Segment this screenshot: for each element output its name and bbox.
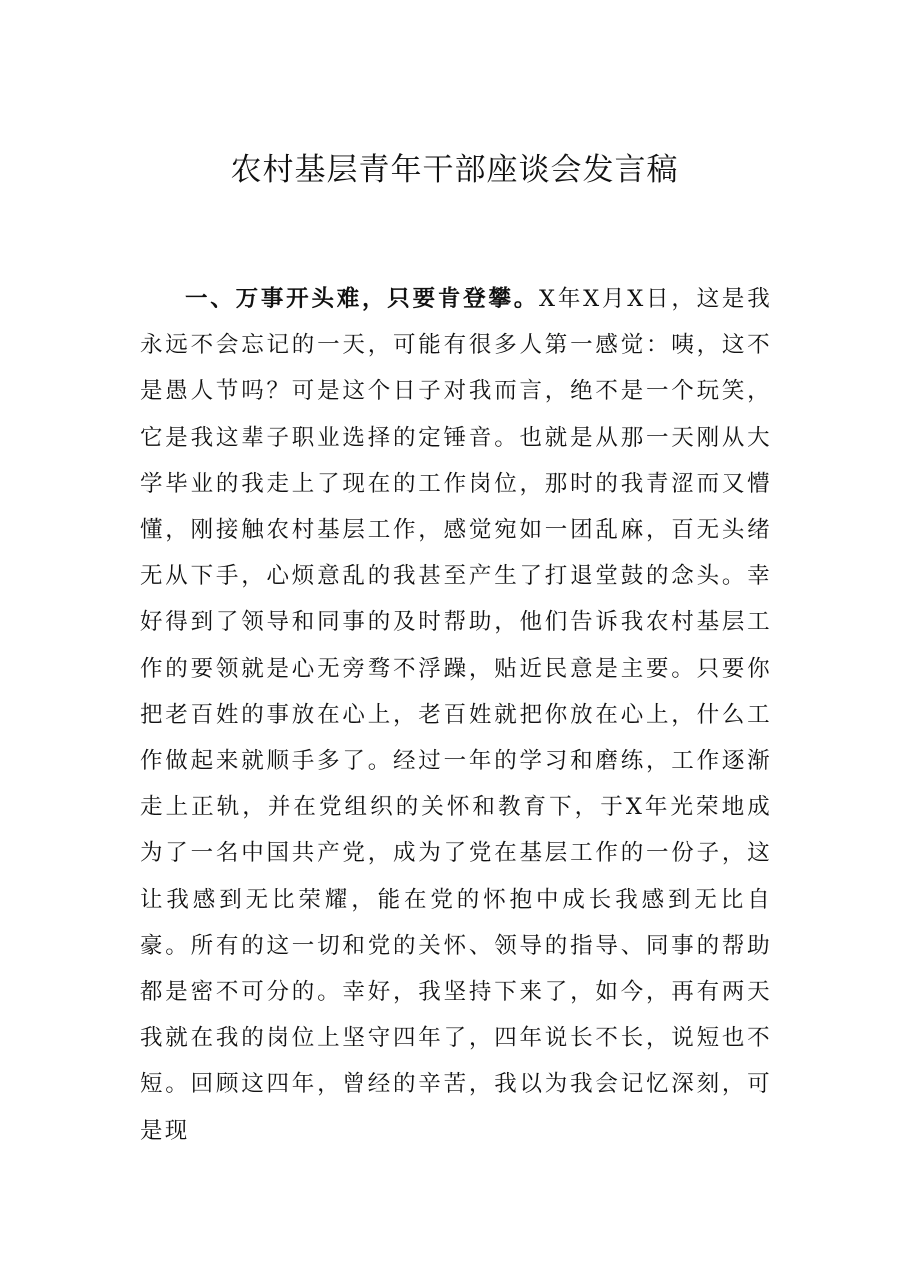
section-heading: 一、万事开头难，只要肯登攀。 <box>185 286 540 312</box>
body-paragraph <box>140 276 772 1154</box>
document-title: 农村基层青年干部座谈会发言稿 <box>230 152 679 188</box>
paragraph-text: X年X月X日，这是我永远不会忘记的一天，可能有很多人第一感觉：咦，这不是愚人节吗？可是这个日子对我而言，绝不是一个玩笑，它是我这辈子职业选择的定锤音。也就是从那一天刚从大学毕业的我走上了现在的工作岗位，那时的我青涩而又懵懂，刚接触农村基层工作，感觉宛如一团乱麻，百无头绪无从下手，心烦意乱的我甚至产生了打退堂鼓的念头。幸好得到了领导和同事的及时帮助，他们告诉我农村基层工作的要领就是心无旁骛不浮躁，贴近民意是主要。只要你把老百姓的事放在心上，老百姓就把你放在心上，什么工作做起来就顺手多了。经过一年的学习和磨练，工作逐渐走上正轨，并在党组织的关怀和教育下，于X年光荣地成为了一名中国共产党，成为了党在基层工作的一份子，这让我感到无比荣耀，能在党的怀抱中成长我感到无比自豪。所有的这一切和党的关怀、领导的指导、同事的帮助都是密不可分的。幸好，我坚持下来了，如今，再有两天我就在我的岗位上坚守四年了，四年说长不长，说短也不短。回顾这四年，曾经的辛苦，我以为我会记忆深刻，可是现 <box>140 286 772 1144</box>
